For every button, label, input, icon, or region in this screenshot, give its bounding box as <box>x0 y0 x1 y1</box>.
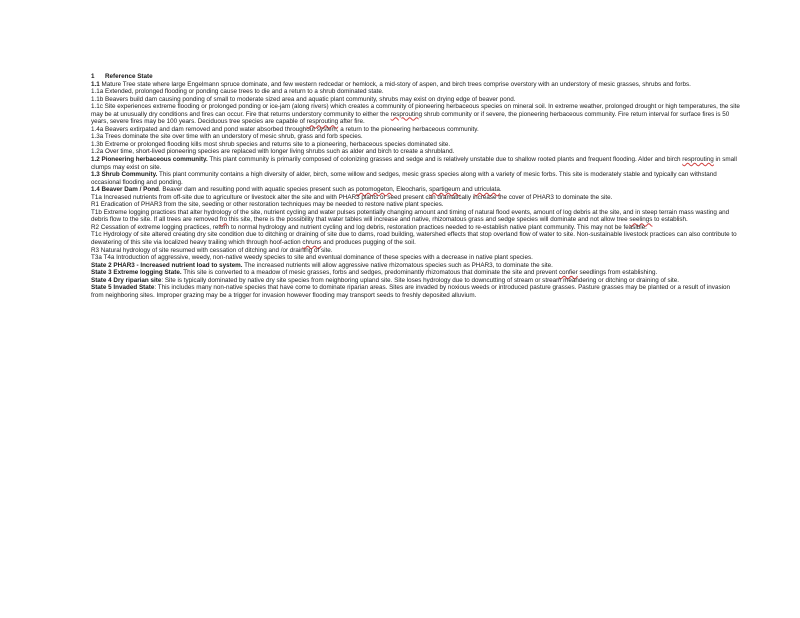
paragraph-p22 <box>91 284 743 299</box>
text-run: T1a Increased nutrients from off-site due to agriculture or livestock alter the site and with PHAR3 plants or seed present can dramatically increase the cover of PHAR3 to dominate the site. <box>91 193 613 201</box>
flagged-word: seelings <box>629 216 653 224</box>
paragraph-p13 <box>91 201 743 209</box>
text-run: This site is converted to a meadow of mesic grasses, forbs and sedges, predominantly rhizomatous that dominate the site and prevent <box>181 269 559 277</box>
flagged-word: spartigeum <box>429 186 461 194</box>
text-run: T1c Hydrology of site altered creating dry site condition due to ditching or draining of site due to dams, road building, watershed effects that stop overland flow of water to site. Non-sustainable livestock practices can also contribute to dewatering of this site via localized heavy trailing which through hoof-action <box>91 231 737 247</box>
text-run: This plant community is primarily composed of colonizing grasses and sedge and is relatively unstable due to shallow rooted plants and frequent flooding. Alder and birch <box>207 156 683 164</box>
text-run: This plant community contains a high diversity of alder, birch, some willow and sedges, mesic grass species along with a variety of mesic forbs. This site is moderately stable and typically can withstand occasional flooding and ponding. <box>91 171 717 186</box>
text-run: and <box>460 186 475 194</box>
text-run: after fire. <box>338 118 365 126</box>
text-run: . <box>499 186 502 194</box>
paragraph-p19 <box>91 262 743 270</box>
text-run: 1.3a Trees dominate the site over time with an understory of mesic shrub, grass and forb species. <box>91 133 363 141</box>
text-run: to establish. <box>652 216 688 224</box>
paragraph-p12 <box>91 194 743 202</box>
text-run: 1.2a Over time, short-lived pioneering species are replaced with longer living shrubs such as alder and birch to create a shrubland. <box>91 148 455 156</box>
flagged-word: fro <box>219 216 228 224</box>
text-run: in small clumps may exist on site. <box>91 156 737 171</box>
paragraph-p7 <box>91 141 743 149</box>
text-run: shrub community or if severe, the pioneering herbaceous community. Fire return interval for surface fires is 50 years, severe fires may be 100 years. Deciduous tree species are capable of <box>91 110 730 126</box>
section-number: 1 <box>91 73 95 80</box>
paragraph-p1 <box>91 81 743 89</box>
bold-run: 1.3 Shrub Community. <box>91 171 158 179</box>
flagged-word: chruns <box>302 239 322 247</box>
text-run: T3a T4a Introduction of aggressive, weedy, non-native weedy species to site and eventual dominance of these species with a decrease in native plant species. <box>91 254 533 262</box>
paragraph-p20 <box>91 269 743 277</box>
text-run: 1.1a Extended, prolonged flooding or ponding cause trees to die and a return to a shrub dominated state. <box>91 88 384 96</box>
paragraph-p15 <box>91 224 743 232</box>
text-run: . Beaver dam and resulting pond with aquatic species present such as <box>158 186 356 194</box>
paragraph-p21 <box>91 277 743 285</box>
bold-run: State 4 Dry riparian site <box>91 276 162 284</box>
bold-run: 1.1 <box>91 80 100 88</box>
text-run: this site, there is the possibility that water tables will increase and native, rhizomatous grass and sedge species will dominate and not allow tree <box>227 216 630 224</box>
text-run: : This includes many non-native species that have come to dominate riparian areas. Sites are invaded by noxious weeds or introduced pasture grasses. Pasture grasses may be planted or a result of invasion from neighboring sites. Improper grazing may be a trigger for invasion however flooding may transport seeds to freshly deposited alluvium. <box>91 284 731 299</box>
paragraph-p2 <box>91 88 743 96</box>
text-run: R3 Natural hydrology of site resumed with cessation of ditching and /or draining of site. <box>91 246 333 254</box>
paragraph-p17 <box>91 247 743 255</box>
text-run: The increased nutrients will allow aggressive native rhizomatous species such as PHAR3, to dominate the site. <box>242 261 553 269</box>
text-run: Mature Tree state where large Engelmann spruce dominate, and few western redcedar or hemlock, a mid-story of aspen, and birch trees comprise overstory with an understory of mesic grasses, shrubs and forbs. <box>99 80 691 88</box>
paragraph-p6 <box>91 133 743 141</box>
paragraph-p9 <box>91 156 743 171</box>
bold-run: State 5 Invaded State <box>91 284 155 292</box>
paragraph-p10 <box>91 171 743 186</box>
document-body <box>91 81 743 300</box>
paragraph-p5 <box>91 126 743 134</box>
paragraph-p11 <box>91 186 743 194</box>
paragraph-p8 <box>91 148 743 156</box>
section-title: Reference State <box>105 73 153 80</box>
text-run: 1.1c Site experiences extreme flooding or prolonged ponding or ice-jam (along rivers) which creates a community of pioneering herbaceous species on mineral soil. In extreme weather, prolonged drought or high temperatures, the site may be at unusually dry conditions and fires can occur. Fire that returns understory community to either the <box>91 103 740 118</box>
flagged-word: resprouting <box>682 156 714 164</box>
text-run: T1b Extreme logging practices that alter hydrology of the site, nutrient cycling and water pulses potentially changing amount and timing of natural flood events, amount of log debris at the site, and in steep terrain mass wasting and debris flow to the site. If all trees are removed <box>91 208 730 224</box>
text-run: 1.4a Beavers extirpated and dam removed and pond water absorbed throughout system, a return to the pioneering herbaceous community. <box>91 125 479 133</box>
paragraph-p18 <box>91 254 743 262</box>
paragraph-p4 <box>91 103 743 126</box>
paragraph-p16 <box>91 231 743 246</box>
text-run: R1 Eradication of PHAR3 from the site, seeding or other restoration techniques may be needed to restore native plant species. <box>91 201 444 209</box>
text-run: R2 Cessation of extreme logging practices, return to normal hydrology and nutrient cycling and log debris, restoration practices needed to re-establish native plant community. This may not be feasible. <box>91 223 647 231</box>
document-page <box>91 73 743 299</box>
text-run: : Site is typically dominated by native dry site species from neighboring upland site. Site loses hydrology due to downcutting of stream or stream meandering or ditching or draining of site. <box>161 276 680 284</box>
paragraph-p3 <box>91 96 743 104</box>
text-run: 1.1b Beavers build dam causing ponding of small to moderate sized area and aquatic plant community, shrubs may exist on drying edge of beaver pond. <box>91 95 516 103</box>
text-run: 1.3b Extreme or prolonged flooding kills most shrub species and returns site to a pioneering, herbaceous species dominated site. <box>91 140 451 148</box>
bold-run: State 3 Extreme logging State. <box>91 269 182 277</box>
section-heading <box>91 73 743 81</box>
flagged-word: potomogeton <box>355 186 393 194</box>
text-run: and produces pugging of the soil. <box>321 239 416 247</box>
text-run: , Eleocharis, <box>392 186 430 194</box>
flagged-word: utriculata <box>474 186 500 194</box>
flagged-word: resprouting <box>306 118 339 126</box>
bold-run: 1.4 Beaver Dam / Pond <box>91 186 159 194</box>
bold-run: 1.2 Pioneering herbaceous community. <box>91 156 208 164</box>
flagged-word: confier <box>558 269 578 277</box>
bold-run: State 2 PHAR3 - Increased nutrient load to system. <box>91 261 243 269</box>
text-run: seedlings from establishing. <box>577 269 658 277</box>
paragraph-p14 <box>91 209 743 224</box>
flagged-word: resprouting <box>390 110 423 118</box>
